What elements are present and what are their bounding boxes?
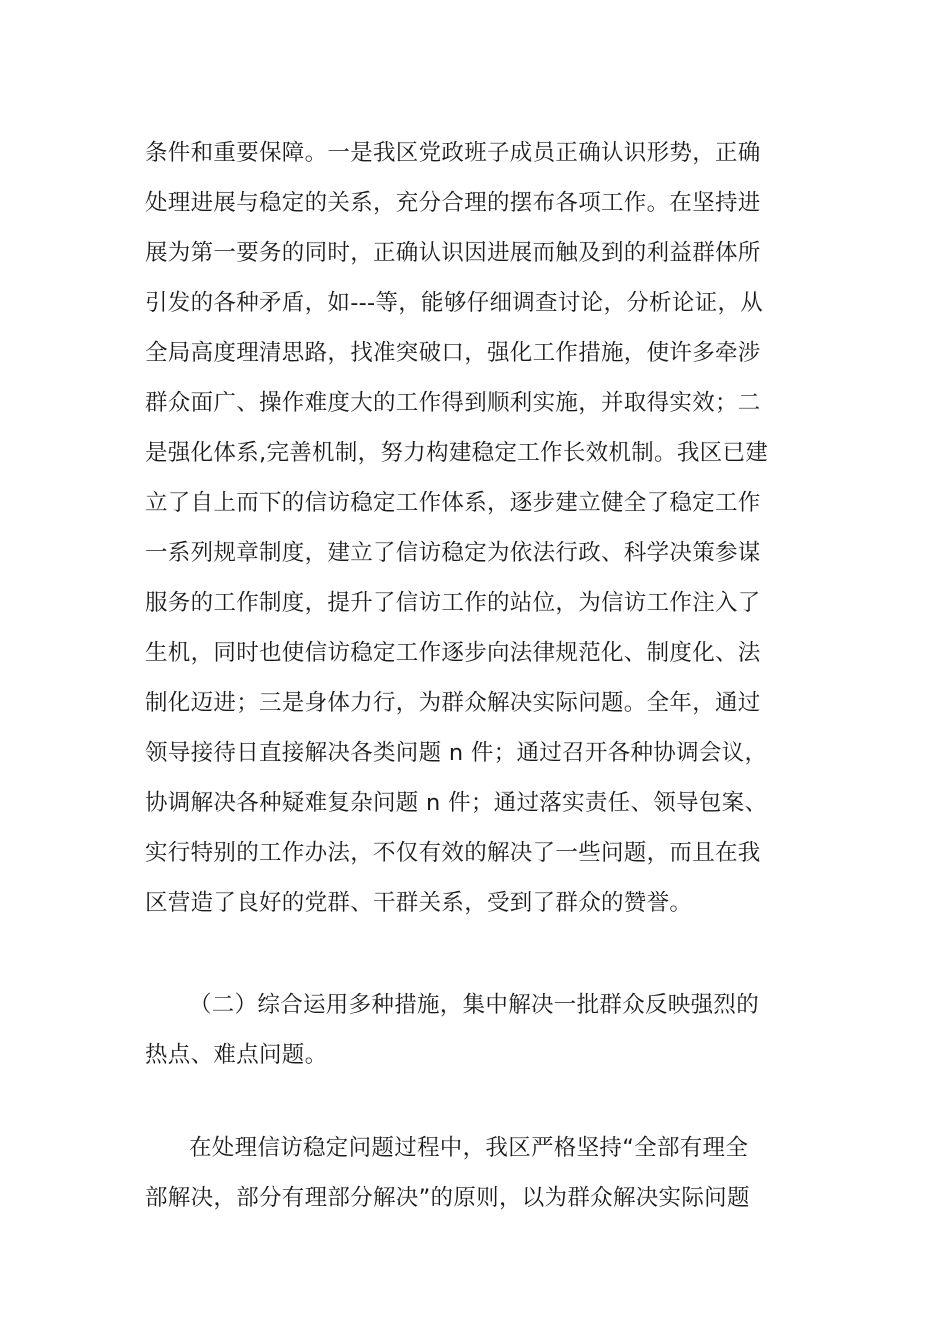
section-heading-2: [145, 980, 805, 1080]
text-line: 区营造了良好的党群、干群关系，受到了群众的赞誉。: [145, 890, 693, 916]
text-line: 是强化体系,完善机制，努力构建稳定工作长效机制。我区已建: [145, 440, 769, 466]
text-line: 群众面广、操作难度大的工作得到顺利实施，并取得实效；二: [145, 390, 761, 416]
text-line: 一系列规章制度，建立了信访稳定为依法行政、科学决策参谋: [145, 540, 761, 566]
text-line: 领导接待日直接解决各类问题 n 件；通过召开各种协调会议，: [145, 740, 768, 766]
text-line: 条件和重要保障。一是我区党政班子成员正确认识形势，正确: [145, 140, 761, 166]
text-line: 服务的工作制度，提升了信访工作的站位，为信访工作注入了: [145, 590, 761, 616]
text-line: 生机，同时也使信访稳定工作逐步向法律规范化、制度化、法: [145, 640, 761, 666]
body-paragraph-1: [145, 128, 805, 928]
text-line: 热点、难点问题。: [145, 1042, 328, 1068]
text-line: 协调解决各种疑难复杂问题 n 件；通过落实责任、领导包案、: [145, 790, 768, 816]
text-line: 制化迈进；三是身体力行，为群众解决实际问题。全年，通过: [145, 690, 761, 716]
body-paragraph-3: [145, 1123, 805, 1223]
text-line: 立了自上而下的信访稳定工作体系，逐步建立健全了稳定工作: [145, 490, 761, 516]
text-line: 全局高度理清思路，找准突破口，强化工作措施，使许多牵涉: [145, 340, 761, 366]
text-line: 处理进展与稳定的关系，充分合理的摆布各项工作。在坚持进: [145, 190, 761, 216]
text-line: 在处理信访稳定问题过程中，我区严格坚持“全部有理全: [189, 1135, 749, 1161]
text-line: 部解决，部分有理部分解决”的原则，以为群众解决实际问题: [145, 1185, 750, 1211]
text-line: 实行特别的工作办法，不仅有效的解决了一些问题，而且在我: [145, 840, 761, 866]
text-line: 引发的各种矛盾，如---等，能够仔细调查讨论，分析论证，从: [145, 290, 764, 316]
text-line: （二）综合运用多种措施，集中解决一批群众反映强烈的: [189, 992, 760, 1018]
text-line: 展为第一要务的同时，正确认识因进展而触及到的利益群体所: [145, 240, 761, 266]
